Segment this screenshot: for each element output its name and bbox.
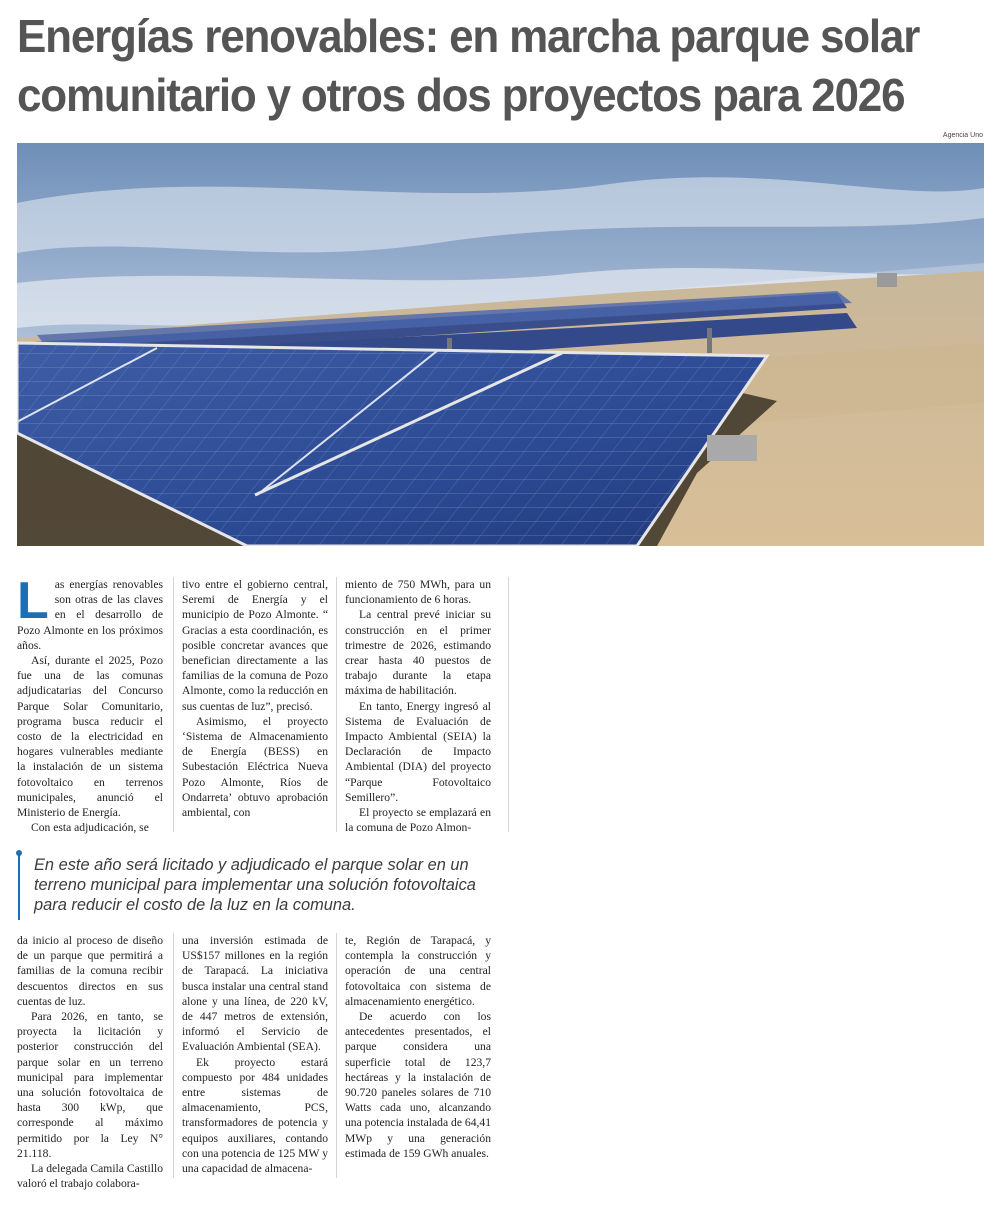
paragraph: as energías renovables son otras de las claves en el desarrollo de Pozo Almonte en los próximos años.: [17, 578, 163, 652]
body-column-1: [17, 572, 163, 835]
paragraph: tivo entre el gobierno central, Seremi de Energía y el municipio de Pozo Almonte. “ Gracias a esta coordinación, es posible concretar avances que benefician directamente a las familias de la comuna de Pozo Almonte, como la reducción en sus cuentas de luz”, precisó.: [182, 578, 328, 713]
paragraph: En tanto, Energy ingresó al Sistema de Evaluación de Impacto Ambiental (SEIA) la Declaración de Impacto Ambiental (DIA) del proyecto “Parque Fotovoltaico Semillero”.: [345, 699, 491, 804]
solar-park-photo: [17, 143, 984, 546]
paragraph: El proyecto se emplazará en la comuna de Pozo Almon-: [345, 806, 491, 835]
paragraph: Con esta adjudicación, se: [31, 821, 149, 835]
body-column-4: [17, 933, 163, 1191]
paragraph: Para 2026, en tanto, se proyecta la licitación y posterior construcción del parque solar en un terreno municipal para implementar una solución fotovoltaica de hasta 300 kWp, que corresponde al máximo permitido por la Ley N° 21.118.: [17, 1010, 163, 1160]
paragraph: La delegada Camila Castillo valoró el trabajo colabora-: [17, 1162, 163, 1191]
quote-rule: [17, 850, 21, 920]
pull-quote-text: En este año será licitado y adjudicado el parque solar en un terreno municipal para implementar una solución fotovoltaica para reducir el costo de la luz en la comuna.: [34, 856, 476, 914]
body-column-5: [182, 933, 328, 1176]
body-column-2: [182, 577, 328, 820]
body-column-6: [345, 933, 491, 1161]
paragraph: De acuerdo con los antecedentes presentados, el parque considera una superficie total de 123,7 hectáreas y la instalación de 90.720 paneles solares de 710 Watts cada uno, alcanzando una potencia instalada de 64,41 MWp y una generación estimada de 159 GWh anuales.: [345, 1010, 491, 1160]
paragraph: miento de 750 MWh, para un funcionamiento de 6 horas.: [345, 578, 491, 607]
paragraph: Así, durante el 2025, Pozo fue una de las comunas adjudicatarias del Concurso Parque Solar Comunitario, programa busca reducir el costo de la electricidad en hogares vulnerables mediante la instalación de un sistema fotovoltaico en terrenos municipales, anunció el Ministerio de Energía.: [17, 654, 163, 820]
paragraph: La central prevé iniciar su construcción en el primer trimestre de 2026, estimando crear hasta 40 puestos de trabajo durante la etapa máxima de habilitación.: [345, 608, 491, 698]
photo-credit: Agencia Uno: [942, 132, 983, 139]
paragraph: Ek proyecto estará compuesto por 484 unidades entre sistemas de almacenamiento, PCS, transformadores de potencia y equipos auxiliares, contando con una potencia de 125 MW y una capacidad de almacena-: [182, 1055, 328, 1176]
pull-quote: [17, 850, 497, 920]
paragraph: una inversión estimada de US$157 millones en la región de Tarapacá. La iniciativa busca instalar una central stand alone y una línea, de 220 kV, de 447 metros de extensión, informó el Servicio de Evaluación Ambiental (SEA).: [182, 934, 328, 1054]
paragraph: da inicio al proceso de diseño de un parque que permitirá a familias de la comuna recibir descuentos directos en sus cuentas de luz.: [17, 934, 163, 1008]
paragraph: te, Región de Tarapacá, y contempla la construcción y operación de una central fotovoltaica con sistema de almacenamiento energético.: [345, 934, 491, 1008]
drop-cap: L: [17, 572, 49, 630]
body-column-3: [345, 577, 491, 835]
headline: Energías renovables: en marcha parque solar comunitario y otros dos proyectos para 2026: [17, 11, 920, 122]
paragraph: Asimismo, el proyecto ‘Sistema de Almacenamiento de Energía (BESS) en Subestación Eléctrica Nueva Pozo Almonte, Ríos de Ondarreta’ obtuvo aprobación ambiental, con: [182, 714, 328, 820]
